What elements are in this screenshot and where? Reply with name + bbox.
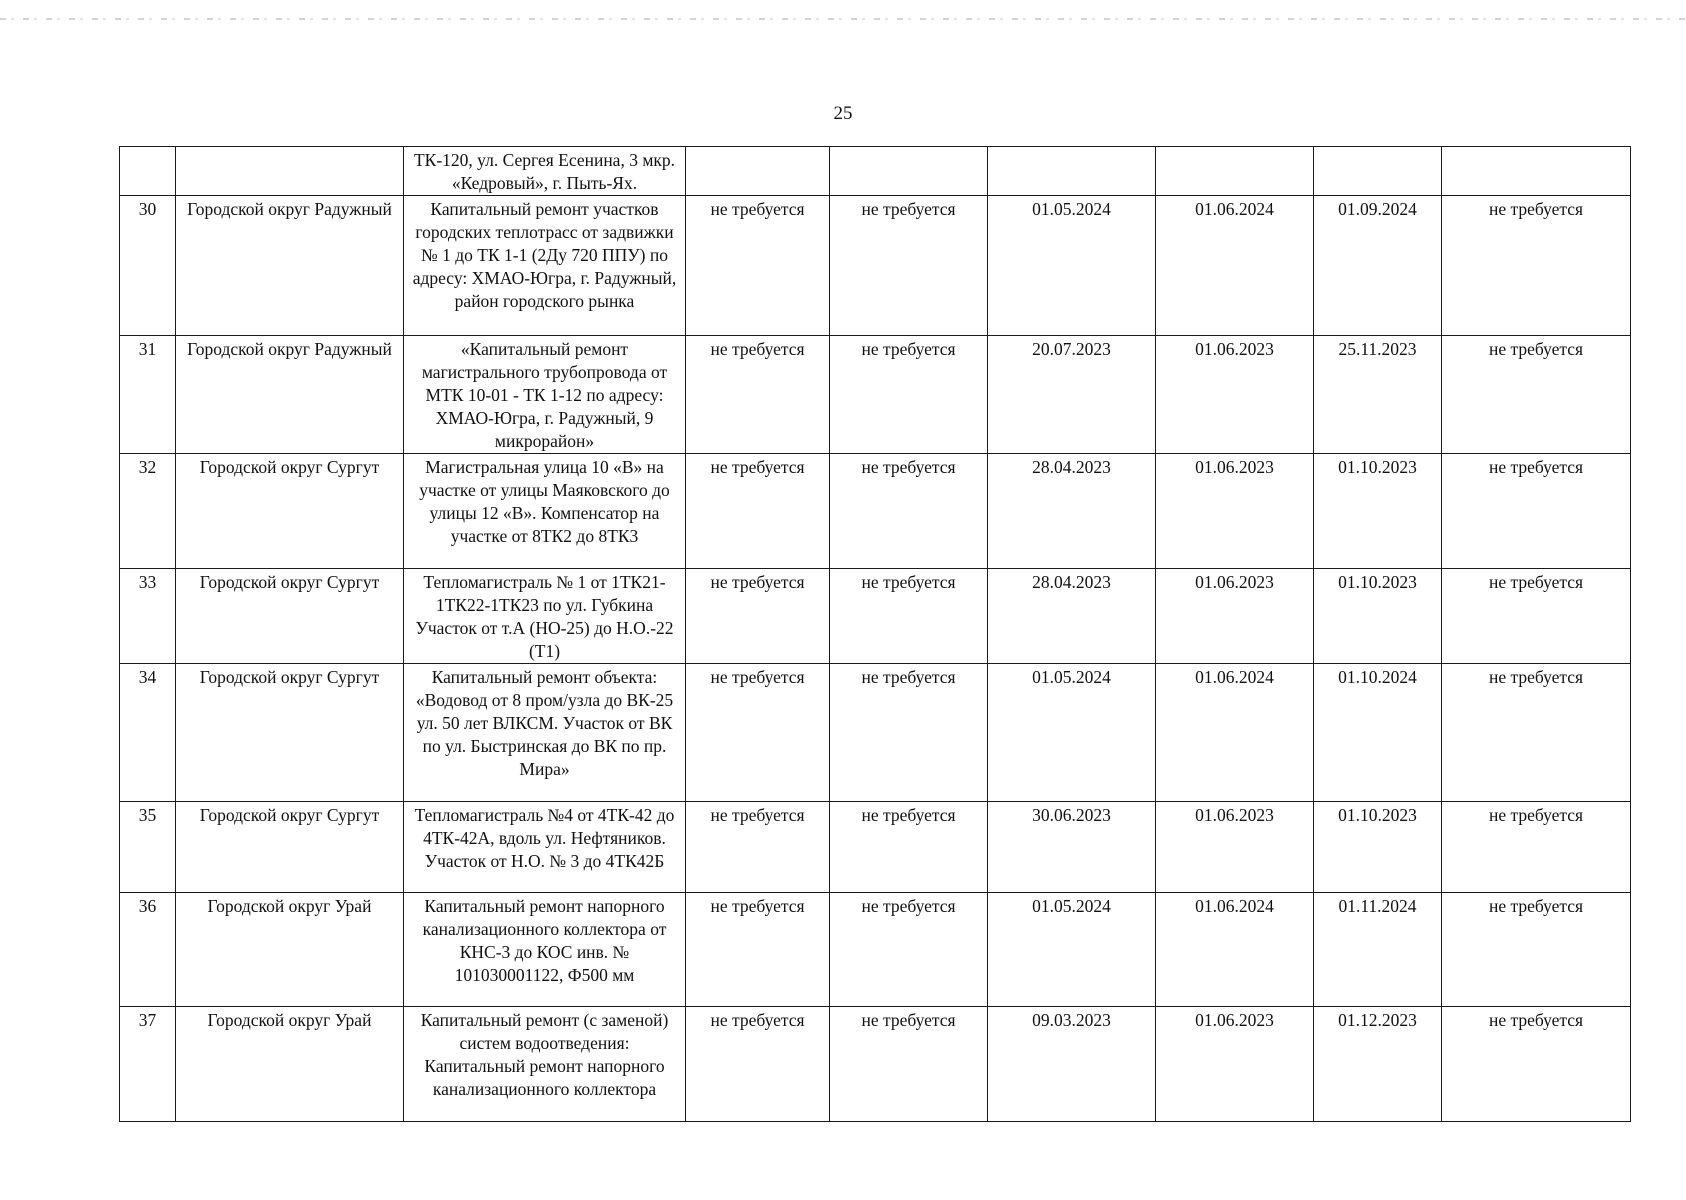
row-number: [120, 147, 176, 196]
date-cell-3: 01.10.2023: [1314, 802, 1442, 893]
requirement-cell-1: не требуется: [686, 196, 830, 336]
table-row: [120, 802, 1631, 893]
date-cell-2: 01.06.2023: [1156, 336, 1314, 454]
requirement-cell-1: [686, 147, 830, 196]
table-row: [120, 569, 1631, 664]
date-cell-1: 28.04.2023: [988, 454, 1156, 569]
row-number: 32: [120, 454, 176, 569]
requirement-cell-3: не требуется: [1442, 454, 1631, 569]
requirement-cell-2: не требуется: [830, 802, 988, 893]
requirement-cell-2: не требуется: [830, 664, 988, 802]
requirement-cell-3: не требуется: [1442, 336, 1631, 454]
table-row: [120, 196, 1631, 336]
region-cell: Городской округ Урай: [176, 893, 404, 1007]
requirement-cell-1: не требуется: [686, 454, 830, 569]
date-cell-2: 01.06.2024: [1156, 664, 1314, 802]
date-cell-1: 01.05.2024: [988, 196, 1156, 336]
requirement-cell-2: не требуется: [830, 454, 988, 569]
object-cell: Капитальный ремонт (с заменой) систем водоотведения: Капитальный ремонт напорного канализационного коллектора: [404, 1007, 686, 1122]
object-cell: Магистральная улица 10 «В» на участке от улицы Маяковского до улицы 12 «В». Компенсатор на участке от 8ТК2 до 8ТК3: [404, 454, 686, 569]
page-number: 25: [833, 103, 853, 124]
requirement-cell-1: не требуется: [686, 336, 830, 454]
table-row: [120, 893, 1631, 1007]
object-cell: Капитальный ремонт объекта: «Водовод от 8 пром/узла до ВК-25 ул. 50 лет ВЛКСМ. Участок от ВК по ул. Быстринская до ВК по пр. Мира»: [404, 664, 686, 802]
region-cell: Городской округ Сургут: [176, 569, 404, 664]
row-number: 30: [120, 196, 176, 336]
region-cell: Городской округ Сургут: [176, 454, 404, 569]
requirement-cell-1: не требуется: [686, 802, 830, 893]
requirement-cell-3: не требуется: [1442, 664, 1631, 802]
works-schedule-table: [119, 146, 1631, 1122]
requirement-cell-2: [830, 147, 988, 196]
region-cell: Городской округ Радужный: [176, 196, 404, 336]
object-cell: Капитальный ремонт участков городских теплотрасс от задвижки № 1 до ТК 1-1 (2Ду 720 ППУ) по адресу: ХМАО-Югра, г. Радужный, район городского рынка: [404, 196, 686, 336]
date-cell-2: 01.06.2023: [1156, 454, 1314, 569]
object-cell: Тепломагистраль № 1 от 1ТК21-1ТК22-1ТК23 по ул. Губкина Участок от т.А (НО-25) до Н.О.-22 (Т1): [404, 569, 686, 664]
date-cell-1: 20.07.2023: [988, 336, 1156, 454]
row-number: 31: [120, 336, 176, 454]
requirement-cell-3: не требуется: [1442, 893, 1631, 1007]
date-cell-3: 01.10.2024: [1314, 664, 1442, 802]
table-row: [120, 147, 1631, 196]
date-cell-1: 28.04.2023: [988, 569, 1156, 664]
requirement-cell-1: не требуется: [686, 893, 830, 1007]
table-row: [120, 336, 1631, 454]
row-number: 33: [120, 569, 176, 664]
requirement-cell-2: не требуется: [830, 196, 988, 336]
date-cell-3: 01.12.2023: [1314, 1007, 1442, 1122]
requirement-cell-3: не требуется: [1442, 196, 1631, 336]
date-cell-2: 01.06.2023: [1156, 569, 1314, 664]
requirement-cell-2: не требуется: [830, 336, 988, 454]
row-number: 34: [120, 664, 176, 802]
region-cell: [176, 147, 404, 196]
date-cell-1: 30.06.2023: [988, 802, 1156, 893]
requirement-cell-3: не требуется: [1442, 1007, 1631, 1122]
date-cell-1: 09.03.2023: [988, 1007, 1156, 1122]
table-row: [120, 1007, 1631, 1122]
requirement-cell-2: не требуется: [830, 1007, 988, 1122]
requirement-cell-2: не требуется: [830, 569, 988, 664]
requirement-cell-3: не требуется: [1442, 802, 1631, 893]
object-cell: «Капитальный ремонт магистрального трубопровода от МТК 10-01 - ТК 1-12 по адресу: ХМАО-Югра, г. Радужный, 9 микрорайон»: [404, 336, 686, 454]
table-row: [120, 664, 1631, 802]
table-row: [120, 454, 1631, 569]
requirement-cell-1: не требуется: [686, 664, 830, 802]
date-cell-3: 01.11.2024: [1314, 893, 1442, 1007]
date-cell-3: 01.10.2023: [1314, 569, 1442, 664]
requirement-cell-2: не требуется: [830, 893, 988, 1007]
date-cell-2: 01.06.2023: [1156, 802, 1314, 893]
row-number: 35: [120, 802, 176, 893]
date-cell-1: 01.05.2024: [988, 664, 1156, 802]
date-cell-2: 01.06.2023: [1156, 1007, 1314, 1122]
requirement-cell-3: не требуется: [1442, 569, 1631, 664]
date-cell-3: 01.09.2024: [1314, 196, 1442, 336]
date-cell-1: 01.05.2024: [988, 893, 1156, 1007]
requirement-cell-1: не требуется: [686, 1007, 830, 1122]
region-cell: Городской округ Сургут: [176, 664, 404, 802]
object-cell: Тепломагистраль №4 от 4ТК-42 до 4ТК-42А, вдоль ул. Нефтяников. Участок от Н.О. № 3 до 4ТК42Б: [404, 802, 686, 893]
region-cell: Городской округ Радужный: [176, 336, 404, 454]
region-cell: Городской округ Сургут: [176, 802, 404, 893]
row-number: 36: [120, 893, 176, 1007]
date-cell-2: 01.06.2024: [1156, 196, 1314, 336]
requirement-cell-1: не требуется: [686, 569, 830, 664]
date-cell-3: 25.11.2023: [1314, 336, 1442, 454]
date-cell-2: 01.06.2024: [1156, 893, 1314, 1007]
date-cell-1: [988, 147, 1156, 196]
date-cell-3: 01.10.2023: [1314, 454, 1442, 569]
object-cell: ТК-120, ул. Сергея Есенина, 3 мкр. «Кедровый», г. Пыть-Ях.: [404, 147, 686, 196]
date-cell-2: [1156, 147, 1314, 196]
region-cell: Городской округ Урай: [176, 1007, 404, 1122]
requirement-cell-3: [1442, 147, 1631, 196]
date-cell-3: [1314, 147, 1442, 196]
scan-artifact-line: [0, 18, 1686, 20]
row-number: 37: [120, 1007, 176, 1122]
object-cell: Капитальный ремонт напорного канализационного коллектора от КНС-3 до КОС инв. № 101030001122, Ф500 мм: [404, 893, 686, 1007]
